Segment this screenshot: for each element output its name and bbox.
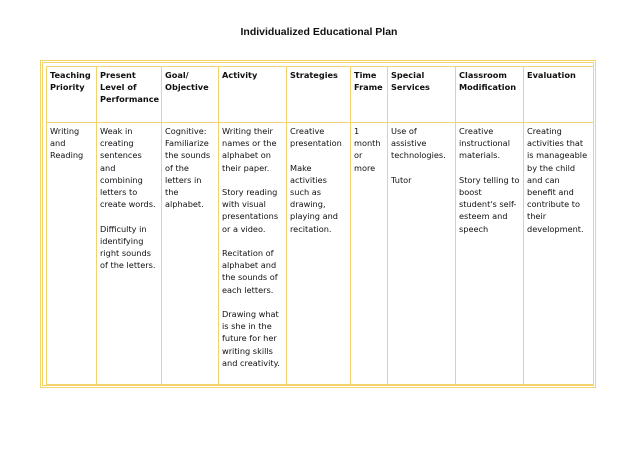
strategies-text-1: Creative presentation <box>290 126 342 149</box>
cell-special-services <box>388 123 456 385</box>
present-level-text-2: Difficulty in identifying right sounds of the letters. <box>100 223 156 271</box>
teaching-priority-text: Writing and Reading <box>50 126 84 161</box>
cell-goal <box>162 123 219 385</box>
iep-table-frame <box>40 60 596 388</box>
activity-text-2: Story reading with visual presentations or a video. <box>222 187 279 234</box>
cell-strategies <box>287 123 351 385</box>
header-evaluation: Evaluation <box>524 67 594 123</box>
time-frame-text: 1 month or more <box>354 126 381 173</box>
present-level-text-1: Weak in creating sentences and combining letters to create words. <box>100 126 156 210</box>
goal-text: Cognitive: Familiarize the sounds of the letters in the alphabet. <box>165 126 211 210</box>
evaluation-text: Creating activities that is manageable by the child and can benefit and contribute to their development. <box>527 126 588 234</box>
header-goal-objective: Goal/ Objective <box>162 67 219 123</box>
cell-time-frame <box>351 123 388 385</box>
document-title: Individualized Educational Plan <box>240 26 398 38</box>
cell-teaching-priority <box>47 123 97 385</box>
iep-table <box>46 66 594 385</box>
header-present-level: Present Level of Performance <box>97 67 162 123</box>
header-time-frame: Time Frame <box>351 67 388 123</box>
cell-classroom-modification <box>456 123 524 385</box>
special-services-text-2: Tutor <box>391 174 412 185</box>
header-special-services: Special Services <box>388 67 456 123</box>
classroom-modification-text-1: Creative instructional materials. <box>459 126 510 161</box>
cell-present-level <box>97 123 162 385</box>
special-services-text-1: Use of assistive technologies. <box>391 126 446 161</box>
cell-evaluation <box>524 123 594 385</box>
cell-activity <box>219 123 287 385</box>
strategies-text-2: Make activities such as drawing, playing and recitation. <box>290 162 339 234</box>
header-row <box>47 67 594 123</box>
header-strategies: Strategies <box>287 67 351 123</box>
classroom-modification-text-2: Story telling to boost student's self-esteem and speech <box>459 174 520 234</box>
activity-text-3: Recitation of alphabet and the sounds of each letters. <box>222 248 278 295</box>
header-classroom-modification: Classroom Modification <box>456 67 524 123</box>
header-teaching-priority: Teaching Priority <box>47 67 97 123</box>
header-activity: Activity <box>219 67 287 123</box>
activity-text-4: Drawing what is she in the future for her writing skills and creativity. <box>222 309 280 368</box>
activity-text-1: Writing their names or the alphabet on their paper. <box>222 126 277 173</box>
table-row <box>47 123 594 385</box>
